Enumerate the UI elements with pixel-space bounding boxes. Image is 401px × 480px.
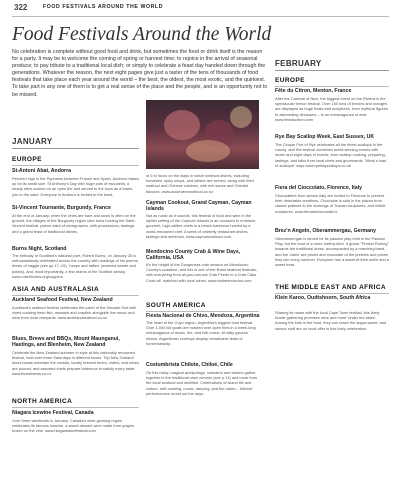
region-rule xyxy=(12,407,139,408)
entry-text: Celebrate the New Zealand summer in style at this nationally renowned festival, held over three Saturdays in different towns. Top New Zealand blues bands entertain the crowds, locally brewed beers, ciders, and wines are poured, and assorted chefs prepare barbecue to satisfy every taste. www.bluesbrews.co.nz xyxy=(12,350,139,376)
entry-title: Rye Bay Scallop Week, East Sussex, UK xyxy=(275,134,375,140)
intro-paragraph: No celebration is complete without good food and drink, but sometimes the food or drink itself is the reason for a party. It may be to welcome the coming of spring or harvest time; to rejoice in the arrival of seasonal produce; to pay tribute to a traditional local dish; or simply to celebrate a feast day handed down through the generations. Whatever the reason, the next eight pages give just a taster of the tens of thousands of food festivals that take place each year around the world – the best, the oldest, the most exotic, and the quirkiest. To take part in any one of them is to get a real sense of the place and the people, and is an opportunity not to be missed. xyxy=(12,49,268,98)
entry-title: St-Vincent Tournante, Burgundy, France xyxy=(12,205,111,211)
entry-title: Cayman Cookout, Grand Cayman, Cayman Islands xyxy=(146,200,252,213)
entry-title: Fiesta Nacional de Chivo, Mendoza, Argentina xyxy=(146,313,260,319)
entry-text: The Cinque Port of Rye celebrates all the finest scallops in the county, and this festival combines world-winning events with music and eight days of events, from scallop cooking, preparing, tastings, and talks from local chefs and gourmands. 'What a load of scallops!' says www.ryebayscallops.co.uk xyxy=(275,142,387,168)
region-heading-north-america: NORTH AMERICA xyxy=(12,398,73,405)
region-heading-middle-east-africa: THE MIDDLE EAST AND AFRICA xyxy=(275,284,387,291)
entry-text: Chocolatiers from across Italy are invited to Florence to present their delectable creations. Chocolate is sold in the piazza from classic pralines to the shavings of Tuscan sculptures, and edible sculptures. www.fieradelcioccolato.it xyxy=(275,193,386,214)
entry-title: Mendocino County Crab & Wine Days, California, USA xyxy=(146,249,241,262)
region-heading-europe: EUROPE xyxy=(12,156,42,163)
region-rule xyxy=(12,165,139,166)
entry-title: Auckland Seafood Festival, New Zealand xyxy=(12,297,113,303)
month-heading-january: JANUARY xyxy=(12,137,53,146)
region-rule xyxy=(275,293,389,294)
region-heading-asia: ASIA AND AUSTRALASIA xyxy=(12,286,100,293)
entry-title: Niagara Icewine Festival, Canada xyxy=(12,410,94,416)
month-rule-february xyxy=(275,70,389,71)
entry-text: On this misty, magical archipelago, islanders and visitors gather together in the traditional clam curanto (see p.14) and more from the local seafood and shellfish. Celebrations of island life and culture, with cooking, music, dancing, and the rodeo – folklore performances round out the days. xyxy=(146,370,258,396)
entry-text: Not as rustic as it sounds, this festival of food and wine in the stylish setting of the Cayman Islands is an occasion to embrace gourmet, high-calibre chefs in a beach barbecue hosted by a world-renowned chef. A week of celebrity restaurant dishes, tastings and seminars. www.caymancookout.com xyxy=(146,213,256,239)
page-header xyxy=(0,0,401,15)
entry-text: of 6 to focus on the ways in which seafood dishes, including tomatoes, spicy soups, and lobster are served, along with fried seafood and Chinese cuisines, with rich sauce and Oriental flavours. www.auckrwineandfood.co.nz xyxy=(146,173,254,194)
festival-photo xyxy=(146,100,259,169)
entry-text: The heart of the Cuyo region, Argentina's biggest food festival. Over 1,000 kid goats are roasted over open fires in a week-long extravaganza of music, fire, and folk music. At daily gaucho shows, Argentinian cowboys display remarkable feats of horsemanship. xyxy=(146,320,256,346)
entry-text: It's the height of the Dungeness crab season on Mendocino County's coastline, and this is one of the finest seafood festivals, with everything from all-you-can-eat Crab Feeds to a Crab Cake Cook-off, matched with local wines. www.visitmendocino.com xyxy=(146,262,258,283)
page-number: 322 xyxy=(14,3,28,12)
page-title: Food Festivals Around the World xyxy=(12,24,272,45)
region-heading-south-america: SOUTH AMERICA xyxy=(146,302,206,309)
entry-title: Klein Karoo, Oudtshoorn, South Africa xyxy=(275,295,371,301)
region-heading-europe: EUROPE xyxy=(275,77,305,84)
entry-text: At the end of January, when the vines are bare and snow is often on the ground, the villages of the Burgundy region take turns hosting the Saint-Vincent festival, patron saint of winegrowers, with processions, tastings and a grand feast of traditional dishes. xyxy=(12,213,136,234)
running-head: FOOD FESTIVALS AROUND THE WORLD xyxy=(43,4,164,10)
entry-title: Blues, Brews and BBQs, Mount Maunganui, Hastings, and Blenheim, New Zealand xyxy=(12,336,120,349)
entry-text: Sharing its name with the local Cape Town festival, this lively foodie gathering promises wine and more 'under the skies'. Among the kids in the food, they can reach the sugar-sweet, and savour stuff are on local offer in this lively celebration. xyxy=(275,310,387,331)
entry-title: Fiera del Cioccolato, Florence, Italy xyxy=(275,185,363,191)
region-rule xyxy=(146,311,259,312)
entry-text: Perched high in the Pyrenees between France and Spain, Andorra makes up for its small size. St Anthony's Day with huge pots of escudella, a hearty stew cooked on an open fire and served to the town as a thank-you to the saint. Everyone in Andorra is invited to the feast. xyxy=(12,176,139,197)
entry-title: St-Antoni Abat, Andorra xyxy=(12,168,71,174)
month-rule-january xyxy=(12,148,139,149)
entry-text: Oberammergau is famed for its passion play held in the Passion Play, but the food of a more earthly kind. It grows "Pretzel Fishing" towards the traditional dress, accompanied by a marching band, and the 'catch' are prizes and chocolate of the pretzels and prizes they win every summer. Everyone has a sweet-lit their smile and a sweet treat. xyxy=(275,236,389,268)
region-rule xyxy=(12,295,139,296)
entry-title: Brez'n Angeln, Oberammergau, Germany xyxy=(275,228,377,234)
entry-text: Over three weekends in January, Canada's wine-growing region celebrates its famous Icewine, a sweet dessert wine made from grapes frozen on the vine. www.niagarawinefestival.com xyxy=(12,418,135,434)
entry-text: After the Carnival of Nice, the biggest event on the Riviera is the spectacular lemon festival. Over 150 tons of lemons and oranges are displayed as huge floats and sculptures, from mythical figures to astounding dinosaurs – to an extravaganza of zest. www.feteducitron.com xyxy=(275,96,388,122)
entry-title: Fête du Citron, Menton, France xyxy=(275,88,352,94)
region-rule xyxy=(275,86,389,87)
entry-title: Costumbrista Chilote, Chiloé, Chile xyxy=(146,362,233,368)
month-heading-february: FEBRUARY xyxy=(275,59,322,68)
entry-text: Auckland's seafood festival celebrates the catch of the Hauraki Gulf with chefs cooking fresh fish, mussels and crayfish alongside live music and wine from local vineyards. www.aucklandseafood.co.nz xyxy=(12,305,137,321)
header-rule xyxy=(12,16,389,17)
entry-title: Burns Night, Scotland xyxy=(12,246,67,252)
entry-text: The birthday of Scotland's national poet, Robert Burns, on January 25 is enthusiastically celebrated across the country with readings of his poems, drinks of haggis (see pp.17–19), 'neeps and tatties' (mashed swede and potato), and, most importantly, a few drams of the Scottish whisky. www.robertburns.org/suppers xyxy=(12,253,139,279)
